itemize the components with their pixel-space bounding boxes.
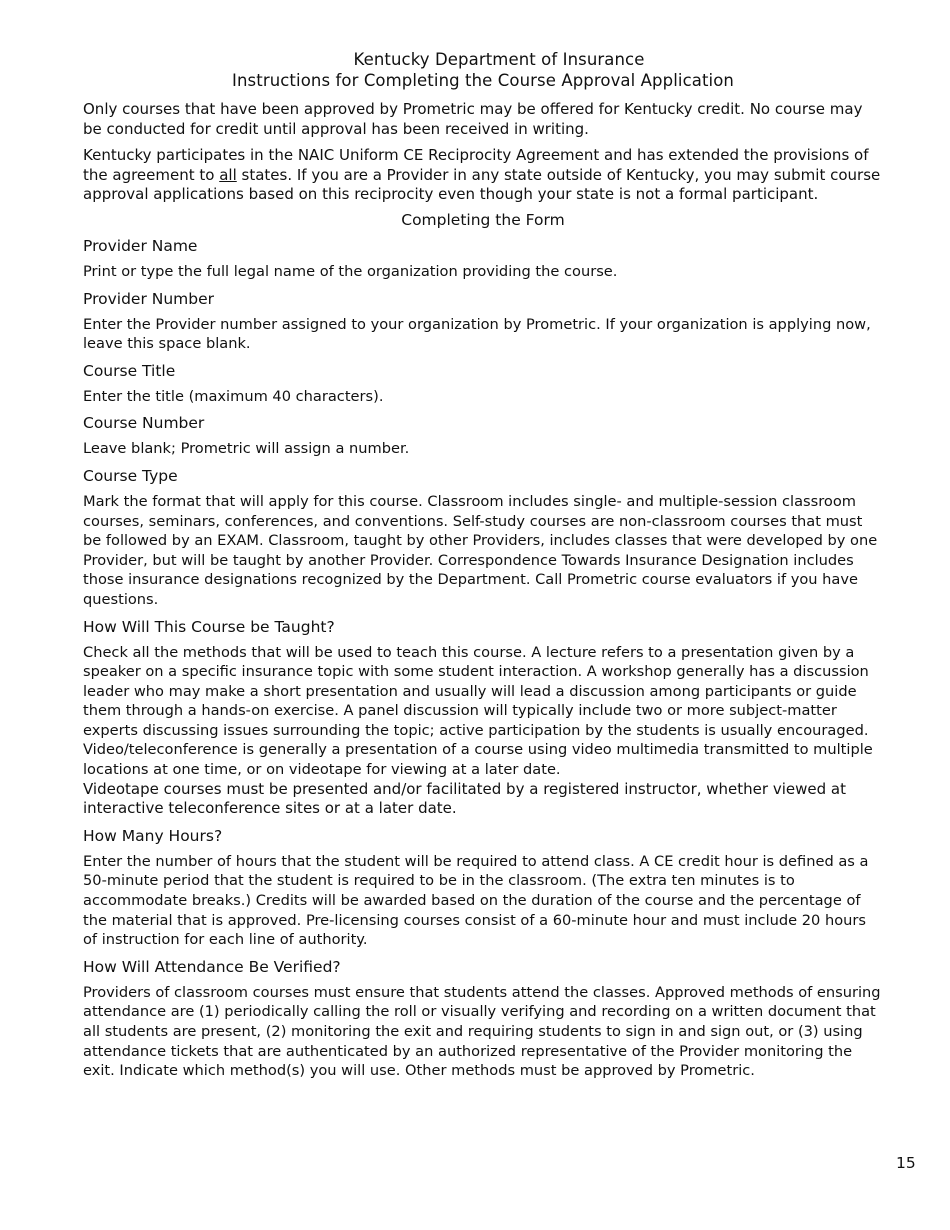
provider-name-heading: Provider Name xyxy=(83,236,198,255)
page-number: 15 xyxy=(896,1154,916,1172)
reciprocity-text-start: Kentucky participates in the NAIC Uniform CE Reciprocity Agreement and has extended the provisions of the agreement to xyxy=(83,146,869,184)
provider-number-instructions: Enter the Provider number assigned to your organization by Prometric. If your organization is applying now, leave this space blank. xyxy=(83,315,871,353)
form-section-title: Completing the Form xyxy=(401,210,565,229)
videotape-requirement: Videotape courses must be presented and/or facilitated by a registered instructor, whether viewed at interactive teleconference sites or at a later date. xyxy=(83,779,846,818)
course-title-instructions: Enter the title (maximum 40 characters). xyxy=(83,387,384,405)
reciprocity-emphasis: all xyxy=(219,165,237,184)
course-type-instructions: Mark the format that will apply for this course. Classroom includes single- and multiple-session classroom courses, seminars, conferences, and conventions. Self-study courses are non-classroom courses that must be followed by an EXAM. Classroom, taught by other Providers, includes classes that were developed by one Provider, but will be taught by another Provider. Correspondence Towards Insurance Designation includes those insurance designations recognized by the Department. Call Prometric course evaluators if you have questions. xyxy=(83,492,878,608)
teaching-method-instructions: Check all the methods that will be used to teach this course. A lecture refers to a presentation given by a speaker on a specific insurance topic with some student interaction. A workshop generally has a discussion leader who may make a short presentation and usually will lead a discussion among participants or guide them through a hands-on exercise. A panel discussion will typically include two or more subject-matter experts discussing issues surrounding the topic; active participation by the students is usually encouraged. Video/teleconference is generally a presentation of a course using video multimedia transmitted to multiple locations at one time, or on videotape for viewing at a later date. xyxy=(83,643,873,779)
document-title-instructions: Instructions for Completing the Course Approval Application xyxy=(232,71,734,90)
hours-instructions: Enter the number of hours that the student will be required to attend class. A CE credit hour is defined as a 50-minute period that the student is required to be in the classroom. (The extra ten minutes is to accommodate breaks.) Credits will be awarded based on the duration of the course and the percentage of the material that is approved. Pre-licensing courses consist of a 60-minute hour and must include 20 hours of instruction for each line of authority. xyxy=(83,852,869,949)
document-page xyxy=(83,49,883,1081)
teaching-method-heading: How Will This Course be Taught? xyxy=(83,617,335,636)
course-number-heading: Course Number xyxy=(83,414,205,433)
attendance-instructions: Providers of classroom courses must ensure that students attend the classes. Approved methods of ensuring attendance are (1) periodically calling the roll or visually verifying and recording on a written document that all students are present, (2) monitoring the exit and requiring students to sign in and sign out, or (3) using attendance tickets that are authenticated by an authorized representative of the Provider monitoring the exit. Indicate which method(s) you will use. Other methods must be approved by Prometric. xyxy=(83,983,881,1080)
document-title-department: Kentucky Department of Insurance xyxy=(353,50,645,69)
hours-heading: How Many Hours? xyxy=(83,826,223,845)
intro-paragraph-reciprocity xyxy=(83,146,883,205)
course-type-heading: Course Type xyxy=(83,466,178,485)
provider-number-heading: Provider Number xyxy=(83,289,215,308)
attendance-heading: How Will Attendance Be Verified? xyxy=(83,957,341,976)
course-number-instructions: Leave blank; Prometric will assign a number. xyxy=(83,440,410,458)
intro-paragraph-approval: Only courses that have been approved by Prometric may be offered for Kentucky credit. No course may be conducted for credit until approval has been received in writing. xyxy=(83,100,863,138)
course-title-heading: Course Title xyxy=(83,361,176,380)
reciprocity-text-end: states. If you are a Provider in any state outside of Kentucky, you may submit course approval applications based on this reciprocity even though your state is not a formal participant. xyxy=(83,165,881,204)
provider-name-instructions: Print or type the full legal name of the organization providing the course. xyxy=(83,262,618,280)
